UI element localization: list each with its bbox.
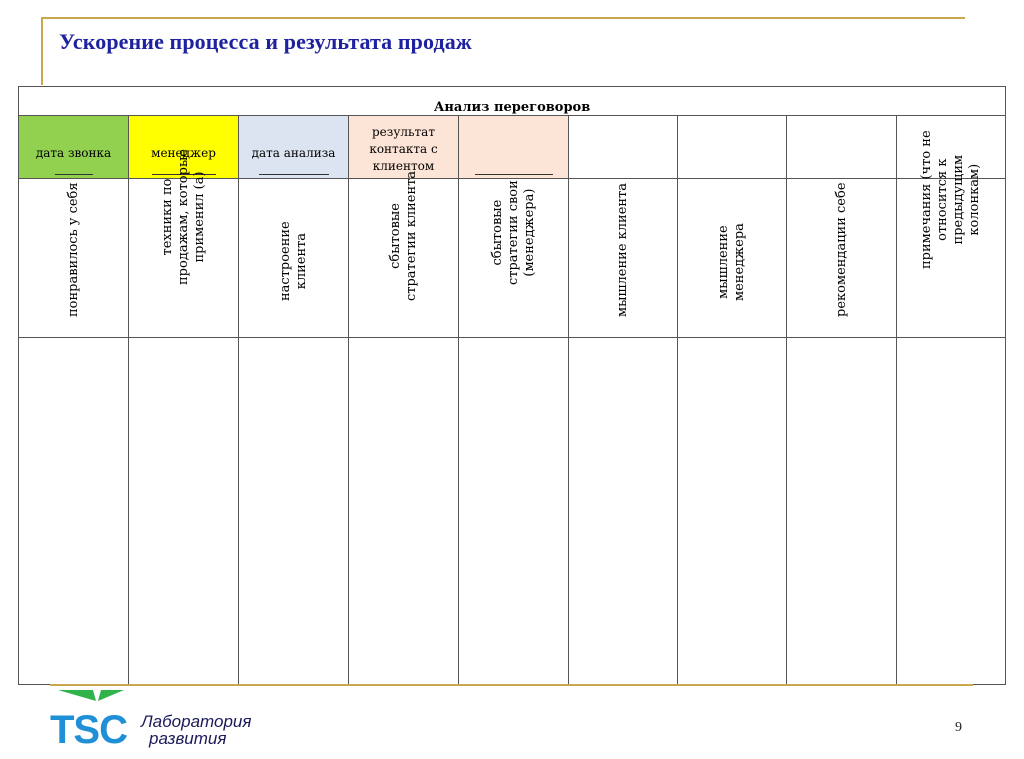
vertical-header-row (19, 179, 1006, 338)
table-caption: Анализ переговоров (19, 87, 1006, 116)
header-label: дата звонка (35, 146, 112, 160)
analysis-sheet (18, 86, 1005, 685)
col-notes (897, 130, 1006, 338)
logo-chevron-right (98, 690, 124, 701)
slide-title: Ускорение процесса и результата продаж (59, 29, 472, 54)
vertical-label: настроение клиента (277, 221, 309, 301)
header-cell-call-date[interactable] (19, 116, 129, 179)
header-label: менеджер (151, 146, 216, 160)
entry-cell[interactable] (678, 338, 787, 685)
header-cell-contact-result[interactable] (349, 116, 459, 179)
vertical-label: мышление клиента (615, 183, 630, 317)
vertical-label: понравилось у себя (65, 182, 81, 317)
col-client-strategies (349, 170, 459, 338)
col-recommendations (787, 179, 897, 338)
entry-cell[interactable] (787, 338, 897, 685)
entry-cell[interactable] (19, 338, 129, 685)
entry-cell[interactable] (569, 338, 678, 685)
logo-mark-text: TSC (50, 708, 127, 752)
page-number: 9 (955, 720, 962, 735)
vertical-label: сбытовые стратегии клиента (387, 170, 419, 301)
fill-in-line (55, 174, 93, 175)
header-label: результат контакта с клиентом (369, 125, 438, 173)
entry-cell[interactable] (129, 338, 239, 685)
logo-caption-line1: Лаборатория (141, 712, 252, 731)
entry-cell[interactable] (897, 338, 1006, 685)
vertical-label: техники по продажам, которые применил (а) (159, 149, 207, 285)
entry-row (19, 338, 1006, 685)
negotiation-analysis-table (18, 86, 1006, 685)
entry-cell[interactable] (349, 338, 459, 685)
vertical-label: рекомендации себе (833, 182, 849, 317)
vertical-label: сбытовые стратегии свои (менеджера) (489, 180, 537, 285)
col-own-strategies (459, 179, 569, 338)
header-cell-empty[interactable] (787, 116, 897, 179)
fill-in-line (475, 174, 553, 175)
top-gold-rule (41, 17, 965, 19)
col-liked-self (19, 179, 129, 338)
header-cell-analysis-date[interactable] (239, 116, 349, 179)
logo-chevron-left (58, 690, 96, 701)
logo-caption (141, 713, 251, 747)
header-cell-empty[interactable] (569, 116, 678, 179)
vertical-label: мышление менеджера (716, 223, 747, 301)
left-gold-rule (41, 17, 43, 85)
fill-in-line (259, 174, 329, 175)
header-cell-blank[interactable] (459, 116, 569, 179)
header-label: дата анализа (251, 146, 336, 160)
col-client-thinking (569, 179, 678, 338)
entry-cell[interactable] (239, 338, 349, 685)
col-client-mood (239, 179, 349, 338)
header-cell-empty[interactable] (678, 116, 787, 179)
bottom-gold-rule (50, 684, 973, 686)
entry-cell[interactable] (459, 338, 569, 685)
col-manager-thinking (678, 179, 787, 338)
logo-caption-line2: развития (149, 729, 227, 748)
vertical-label: примечания (что не относится к предыдущим колонкам) (919, 130, 983, 269)
